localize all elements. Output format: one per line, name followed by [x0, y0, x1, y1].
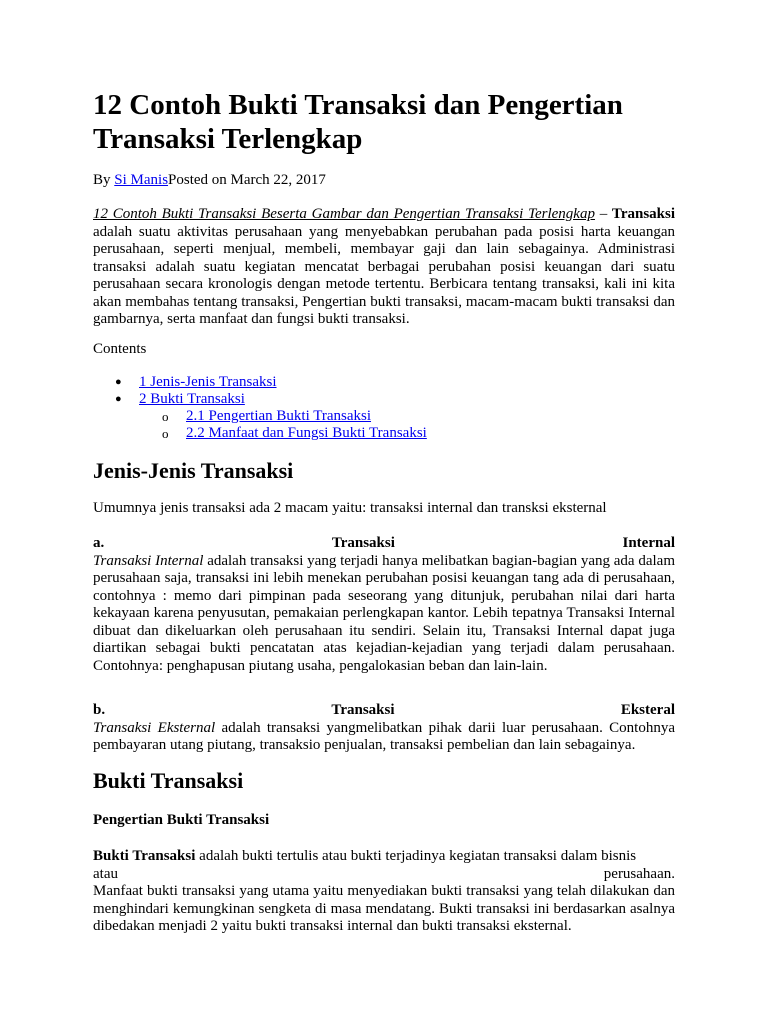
section-heading-bukti: Bukti Transaksi: [93, 768, 244, 793]
author-link[interactable]: Si Manis: [114, 172, 169, 188]
toc-link-manfaat[interactable]: 2.2 Manfaat dan Fungsi Bukti Transaksi: [186, 425, 427, 441]
bullet-icon: ●: [115, 376, 122, 388]
bukti-line2-b: perusahaan.: [603, 865, 675, 882]
internal-word2: Internal: [622, 535, 675, 551]
page-title: 12 Contoh Bukti Transaksi dan Pengertian Transaksi Terlengkap: [93, 89, 623, 155]
toc-subitem: [93, 425, 653, 442]
subsection-heading-pengertian: Pengertian Bukti Transaksi: [93, 812, 270, 828]
toc-subgroup: [93, 408, 653, 442]
byline-posted: Posted on March 22, 2017: [168, 172, 326, 188]
bukti-term: Bukti Transaksi: [93, 848, 196, 864]
intro-lead-link[interactable]: 12 Contoh Bukti Transaksi Beserta Gambar dan Pengertian Transaksi Terlengkap: [93, 206, 595, 222]
intro-text: adalah suatu aktivitas perusahaan yang menyebabkan perubahan pada posisi harta keuangan perusahaan, seperti menjual, membeli, membayar gaji dan lain sebagainya. Administrasi transaksi adalah suatu kegiatan mencatat berbagai perubahan posisi keuangan dari suatu perusahaan secara kronologis dengan metode tertentu. Berbicara tentang transaksi, kali ini kita akan membahas tentang transaksi, Pengertian bukti transaksi, macam-macam bukti transaksi dan gambarnya, serta manfaat dan fungsi bukti transaksi.: [93, 223, 675, 327]
eksternal-heading: [93, 702, 675, 720]
byline: [93, 172, 675, 190]
intro-paragraph: [93, 206, 675, 329]
toc-link-jenis[interactable]: 1 Jenis-Jenis Transaksi: [139, 374, 277, 390]
bukti-line2: [93, 866, 675, 884]
table-of-contents: [93, 374, 653, 442]
bukti-block: [93, 848, 675, 936]
circle-bullet-icon: o: [162, 409, 169, 424]
toc-subitem: [93, 408, 653, 425]
bukti-line2-a: atau: [93, 865, 118, 882]
intro-dash: –: [594, 206, 612, 222]
eksternal-word1: Transaksi: [331, 702, 395, 718]
bukti-line1-text: adalah bukti tertulis atau bukti terjadinya kegiatan transaksi dalam bisnis: [195, 848, 637, 864]
toc-link-bukti[interactable]: 2 Bukti Transaksi: [139, 391, 245, 407]
section-heading-jenis: Jenis-Jenis Transaksi: [93, 458, 294, 483]
internal-block: [93, 535, 675, 675]
internal-term: Transaksi Internal: [93, 552, 204, 569]
eksternal-text: adalah transaksi yangmelibatkan pihak darii luar perusahaan. Contohnya pembayaran utang piutang, transaksio penjualan, transaksi pembelian dan lain sebagainya.: [93, 719, 675, 753]
eksternal-letter: b.: [93, 702, 106, 718]
bullet-icon: ●: [115, 393, 122, 405]
eksternal-word2: Eksteral: [620, 702, 675, 718]
contents-label: Contents: [93, 341, 147, 357]
circle-bullet-icon: o: [162, 426, 169, 441]
jenis-intro: Umumnya jenis transaksi ada 2 macam yaitu: transaksi internal dan transksi eksternal: [93, 500, 607, 516]
toc-item: [93, 391, 653, 408]
internal-paragraph: [93, 553, 675, 676]
internal-heading: [93, 535, 675, 553]
bukti-paragraph: Manfaat bukti transaksi yang utama yaitu menyediakan bukti transaksi yang telah dilakukan dan menghindari kemungkinan sengketa di masa mendatang. Bukti transaksi ini berdasarkan asalnya dibedakan menjadi 2 yaitu bukti transaksi internal dan bukti transaksi eksternal.: [93, 883, 675, 934]
internal-text: adalah transaksi yang terjadi hanya melibatkan bagian-bagian yang ada dalam perusahaan saja, transaksi ini lebih menekan perubahan posisi keuangan tang ada di perusahaan, contohnya : memo dari pimpinan pada seseorang yang ditunjuk, perubahan nilai dari harta kekayaan karena penyusutan, pemakaian perlengkapan kantor. Lebih tepatnya Transaksi Internal dibuat dan dikeluarkan oleh perusahaan itu sendiri. Selain itu, Transaksi Internal dapat juga diartikan sebagai bukti pencatatan atas kejadian-kejadian yang terjadi dalam perusahaan. Contohnya: penghapusan piutang usaha, pengalokasian beban dan lain-lain.: [93, 552, 675, 674]
toc-sublist: [93, 408, 653, 442]
eksternal-block: [93, 702, 675, 755]
eksternal-term: Transaksi Eksternal: [93, 719, 216, 736]
byline-by: By: [93, 172, 115, 188]
toc-item: [93, 374, 653, 391]
intro-term: Transaksi: [611, 206, 675, 222]
internal-word1: Transaksi: [331, 535, 395, 551]
eksternal-paragraph: [93, 720, 675, 755]
bukti-line1: [93, 848, 675, 866]
toc-link-pengertian[interactable]: 2.1 Pengertian Bukti Transaksi: [186, 408, 372, 424]
internal-letter: a.: [93, 535, 105, 551]
